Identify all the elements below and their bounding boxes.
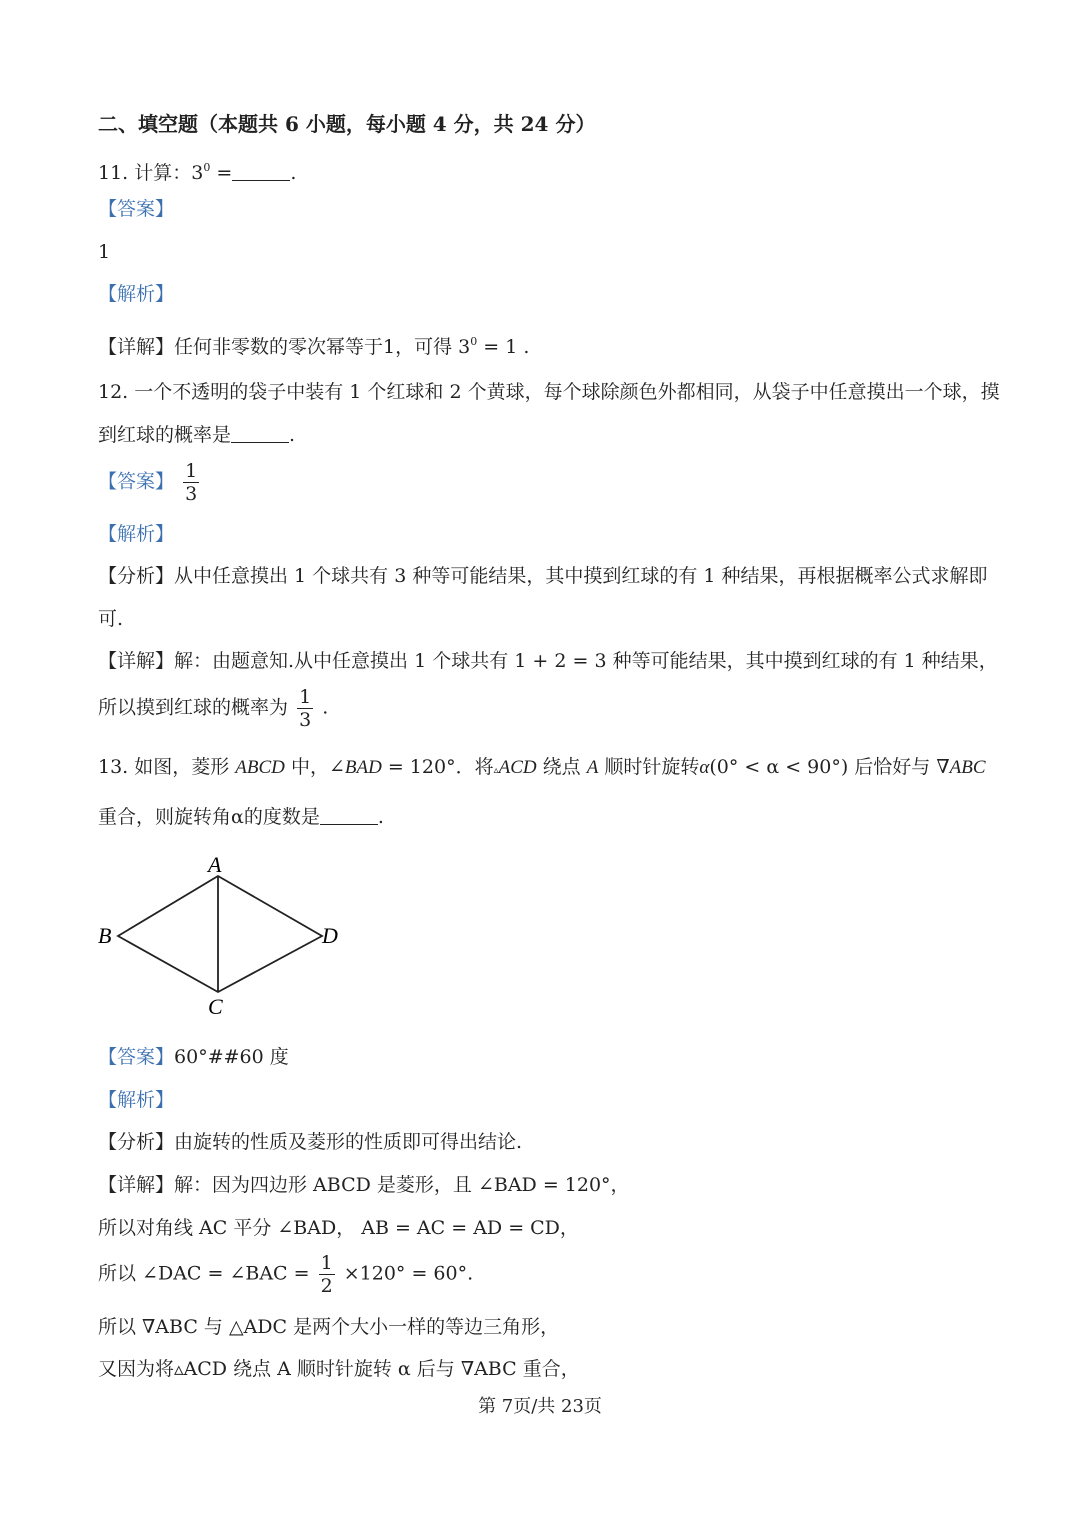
q13-acd: ACD <box>498 757 537 778</box>
q13-detail-text: 解：因为四边形 ABCD 是菱形，且 ∠BAD = 120°， <box>174 1174 630 1196</box>
q13-range: (0° < α < 90°) <box>709 756 849 778</box>
q13-end: . <box>377 806 384 828</box>
q13-part1: 13. 如图，菱形 <box>98 756 236 778</box>
analysis-label: 【分析】 <box>98 565 175 587</box>
q13-analysis-text: 由旋转的性质及菱形的性质即可得出结论. <box>174 1131 523 1153</box>
q12-detail-line1 <box>98 649 998 673</box>
q11-detail-text: 任何非零数的零次幂等于 <box>174 336 384 358</box>
q12-analysis-text: 从中任意摸出 1 个球共有 3 种等可能结果，其中摸到红球的有 1 种结果，再根据概率公式求解即 <box>174 565 988 587</box>
q13-part2: 中， <box>284 756 329 778</box>
q13-part5: 顺时针旋转 <box>598 756 700 778</box>
jiexi-label: 【解析】 <box>98 283 175 305</box>
page-footer: 第 7页/共 23页 <box>478 1396 602 1417</box>
detail-label: 【详解】 <box>98 336 175 358</box>
rhombus-figure <box>90 848 360 1023</box>
q13-stem-text: 重合，则旋转角α的度数是 <box>98 806 320 828</box>
answer-label: 【答案】 <box>98 470 175 493</box>
q12-answer-fraction <box>183 460 199 505</box>
q13-detail3-prefix: 所以 ∠DAC = ∠BAC = <box>98 1262 310 1285</box>
q11-base: 3 <box>191 162 204 184</box>
fraction-denominator: 2 <box>320 1275 333 1297</box>
answer-blank <box>320 806 378 825</box>
fraction-numerator: 1 <box>185 460 198 482</box>
q11-detail-exp: 0 <box>470 335 478 348</box>
q13-analysis <box>98 1130 522 1154</box>
q12-detail-line2 <box>98 686 328 731</box>
q11-detail <box>98 330 529 359</box>
q12-stem-text: 到红球的概率是 <box>98 424 232 446</box>
q11-stem <box>98 156 296 185</box>
q12-detail-text: 解：由题意知.从中任意摸出 1 个球共有 1 + 2 = 3 种等可能结果，其中摸到红球的有 1 种结果， <box>174 650 998 672</box>
fraction-numerator: 1 <box>299 686 312 708</box>
q11-end: . <box>290 162 297 184</box>
q13-detail-line5: 又因为将▵ACD 绕点 A 顺时针旋转 α 后与 ∇ABC 重合， <box>98 1358 580 1380</box>
fraction-denominator: 3 <box>299 709 312 731</box>
q12-detail-prefix: 所以摸到红球的概率为 <box>98 696 289 719</box>
jiexi-label: 【解析】 <box>98 523 175 545</box>
q11-eq: = <box>210 162 233 184</box>
answer-blank <box>231 424 289 443</box>
answer-blank <box>232 162 290 181</box>
q13-stem-line2 <box>98 805 384 829</box>
q13-detail3-suffix: ×120° = 60°. <box>343 1262 474 1285</box>
q13-part3: = 120°．将 <box>381 756 494 778</box>
q13-part6: 后恰好与 ∇ <box>848 756 950 778</box>
analysis-label: 【分析】 <box>98 1131 175 1153</box>
q12-detail-fraction <box>297 686 313 731</box>
q13-answer: 60°##60 度 <box>174 1046 289 1068</box>
q11-exp: 0 <box>203 161 211 174</box>
fraction-numerator: 1 <box>320 1252 333 1274</box>
q12-answer-row <box>98 460 202 505</box>
label-c: C <box>208 994 223 1019</box>
q13-detail-line4: 所以 ∇ABC 与 △ADC 是两个大小一样的等边三角形， <box>98 1316 560 1338</box>
q13-detail-line2: 所以对角线 AC 平分 ∠BAD， AB = AC = AD = CD， <box>98 1217 579 1239</box>
q13-alpha: α <box>699 757 710 778</box>
q13-answer-row <box>98 1045 289 1069</box>
q11-detail-result: = 1 . <box>477 336 530 358</box>
q12-detail-end: . <box>322 696 329 719</box>
label-b: B <box>98 923 112 948</box>
q13-abc: ABC <box>949 757 986 778</box>
answer-label: 【答案】 <box>98 198 175 220</box>
q12-analysis-line1 <box>98 564 988 588</box>
q13-part4: 绕点 <box>536 756 587 778</box>
q12-stem-line2 <box>98 423 295 447</box>
q13-pt-a: A <box>586 757 599 778</box>
q11-answer: 1 <box>98 241 111 263</box>
section-title: 二、填空题（本题共 6 小题，每小题 4 分，共 24 分） <box>98 112 596 136</box>
q13-detail-line3 <box>98 1252 473 1297</box>
q12-analysis-line2: 可. <box>98 608 124 630</box>
q11-stem-prefix: 11. 计算： <box>98 162 192 184</box>
detail-label: 【详解】 <box>98 1174 175 1196</box>
q11-detail-one: 1 <box>383 336 396 358</box>
jiexi-label: 【解析】 <box>98 1089 175 1111</box>
q13-stem-line1 <box>98 755 986 783</box>
detail-label: 【详解】 <box>98 650 175 672</box>
q11-detail-base: 3 <box>458 336 471 358</box>
label-d: D <box>322 923 338 948</box>
rhombus-outline <box>118 876 322 992</box>
q12-end: . <box>289 424 296 446</box>
q12-stem-line1: 12. 一个不透明的袋子中装有 1 个红球和 2 个黄球，每个球除颜色外都相同，从袋子中任意摸出一个球，摸 <box>98 381 1000 403</box>
q13-detail-line1 <box>98 1173 630 1197</box>
q13-detail-fraction <box>319 1252 335 1297</box>
q13-abcd: ABCD <box>235 757 285 778</box>
q11-detail-mid: ，可得 <box>395 336 459 358</box>
small-triangle-icon: ▵ <box>493 765 499 776</box>
q13-angle-bad: ∠BAD <box>328 757 382 778</box>
fraction-denominator: 3 <box>185 483 198 505</box>
answer-label: 【答案】 <box>98 1046 175 1068</box>
label-a: A <box>208 852 222 877</box>
